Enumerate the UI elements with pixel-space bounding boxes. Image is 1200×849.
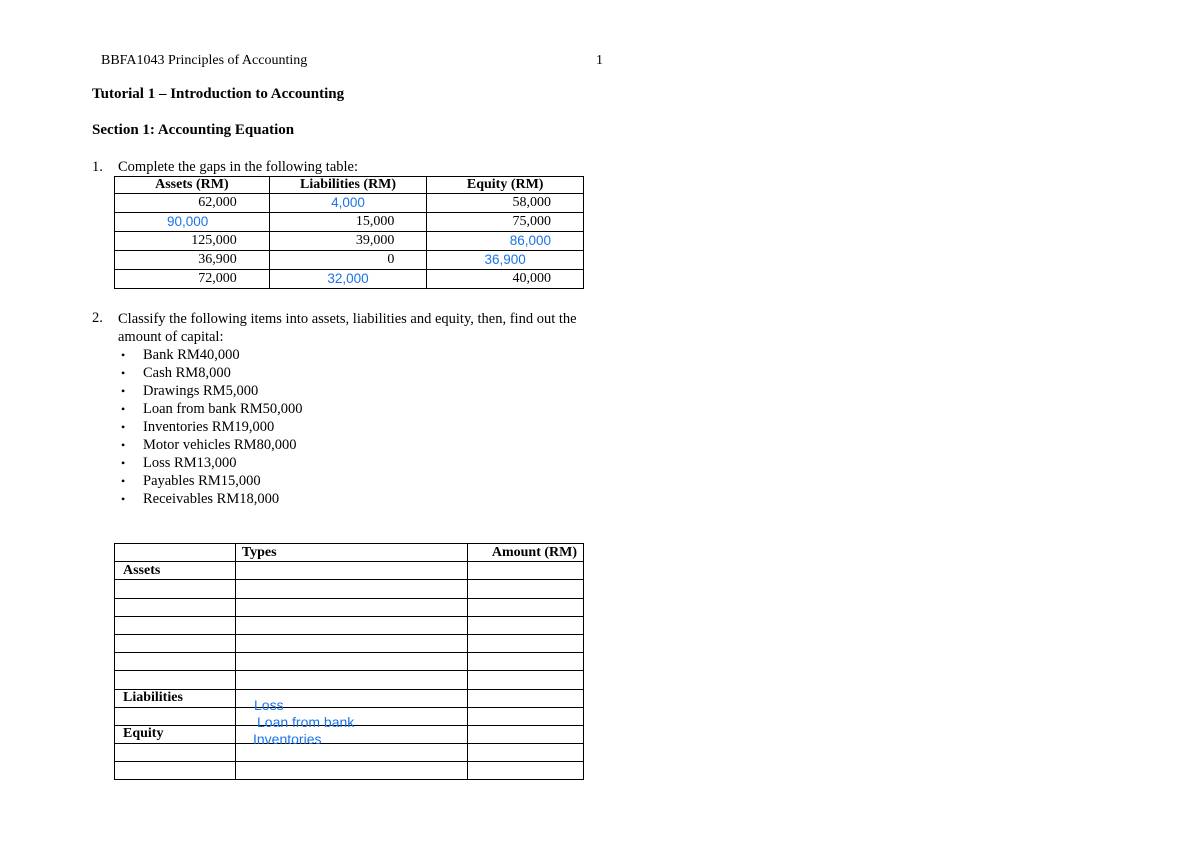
table-row (115, 270, 584, 289)
types-cell[interactable] (235, 671, 467, 689)
answer-cell-equity: 86,000 (427, 232, 584, 251)
table-row (115, 194, 584, 213)
page-number: 1 (596, 53, 603, 68)
header-empty (115, 544, 236, 562)
answer-cell-assets: 90,000 (115, 213, 270, 232)
label-cell (115, 671, 236, 689)
section-heading: Section 1: Accounting Equation (92, 122, 295, 138)
label-cell (115, 634, 236, 652)
classification-table (114, 543, 584, 780)
table-row (115, 232, 584, 251)
list-item: • Drawings RM5,000 (118, 382, 302, 400)
list-item: • Cash RM8,000 (118, 364, 302, 382)
types-cell[interactable] (235, 634, 467, 652)
types-cell[interactable] (235, 598, 467, 616)
table-row (115, 671, 584, 689)
cell-liabilities: 0 (269, 251, 427, 270)
question-1-number: 1. (92, 159, 103, 175)
types-cell[interactable] (235, 653, 467, 671)
header-amount: Amount (RM) (468, 544, 584, 562)
handwritten-answer: Inventories (253, 731, 322, 747)
table-header-row (115, 177, 584, 194)
types-cell[interactable] (235, 562, 467, 580)
table-row (115, 616, 584, 634)
amount-cell[interactable] (468, 744, 584, 762)
cell-liabilities: 15,000 (269, 213, 427, 232)
header-types: Types (235, 544, 467, 562)
question-1-text: Complete the gaps in the following table: (118, 159, 359, 175)
table-row (115, 598, 584, 616)
label-cell (115, 580, 236, 598)
row-label-liabilities: Liabilities (115, 689, 236, 707)
amount-cell[interactable] (468, 562, 584, 580)
answer-cell-liabilities: 4,000 (269, 194, 427, 213)
amount-cell[interactable] (468, 725, 584, 743)
handwritten-answer: Loss (254, 697, 284, 713)
types-cell[interactable] (235, 762, 467, 780)
row-label-equity: Equity (115, 725, 236, 743)
table-row (115, 251, 584, 270)
course-header: BBFA1043 Principles of Accounting (101, 53, 308, 68)
cell-equity: 58,000 (427, 194, 584, 213)
row-label-assets: Assets (115, 562, 236, 580)
amount-cell[interactable] (468, 707, 584, 725)
cell-assets: 125,000 (115, 232, 270, 251)
cell-equity: 75,000 (427, 213, 584, 232)
amount-cell[interactable] (468, 580, 584, 598)
amount-cell[interactable] (468, 634, 584, 652)
header-assets: Assets (RM) (115, 177, 270, 194)
items-list (118, 346, 302, 508)
table-row (115, 689, 584, 707)
types-cell[interactable] (235, 580, 467, 598)
amount-cell[interactable] (468, 616, 584, 634)
amount-cell[interactable] (468, 671, 584, 689)
page-title: Tutorial 1 – Introduction to Accounting (92, 86, 345, 102)
answer-cell-liabilities: 32,000 (269, 270, 427, 289)
label-cell (115, 744, 236, 762)
table-row (115, 213, 584, 232)
label-cell (115, 707, 236, 725)
table-row (115, 634, 584, 652)
types-cell[interactable] (235, 616, 467, 634)
table-header-row (115, 544, 584, 562)
table-row (115, 580, 584, 598)
accounting-equation-table (114, 176, 584, 289)
list-item: • Motor vehicles RM80,000 (118, 436, 302, 454)
table-row (115, 744, 584, 762)
list-item: • Loan from bank RM50,000 (118, 400, 302, 418)
list-item: • Receivables RM18,000 (118, 490, 302, 508)
list-item: • Inventories RM19,000 (118, 418, 302, 436)
cell-liabilities: 39,000 (269, 232, 427, 251)
table-row (115, 653, 584, 671)
list-item: • Bank RM40,000 (118, 346, 302, 364)
table-row (115, 562, 584, 580)
amount-cell[interactable] (468, 653, 584, 671)
question-2-text: Classify the following items into assets, liabilities and equity, then, find out the amount of capital: (118, 311, 577, 345)
amount-cell[interactable] (468, 762, 584, 780)
cell-equity: 40,000 (427, 270, 584, 289)
cell-assets: 72,000 (115, 270, 270, 289)
header-equity: Equity (RM) (427, 177, 584, 194)
amount-cell[interactable] (468, 598, 584, 616)
table-row (115, 762, 584, 780)
answer-cell-equity: 36,900 (427, 251, 584, 270)
cell-assets: 62,000 (115, 194, 270, 213)
list-item: • Loss RM13,000 (118, 454, 302, 472)
amount-cell[interactable] (468, 689, 584, 707)
label-cell (115, 653, 236, 671)
header-liabilities: Liabilities (RM) (269, 177, 427, 194)
label-cell (115, 616, 236, 634)
handwritten-answer: Loan from bank (257, 714, 355, 730)
question-2-number: 2. (92, 310, 103, 326)
list-item: • Payables RM15,000 (118, 472, 302, 490)
label-cell (115, 598, 236, 616)
cell-assets: 36,900 (115, 251, 270, 270)
label-cell (115, 762, 236, 780)
